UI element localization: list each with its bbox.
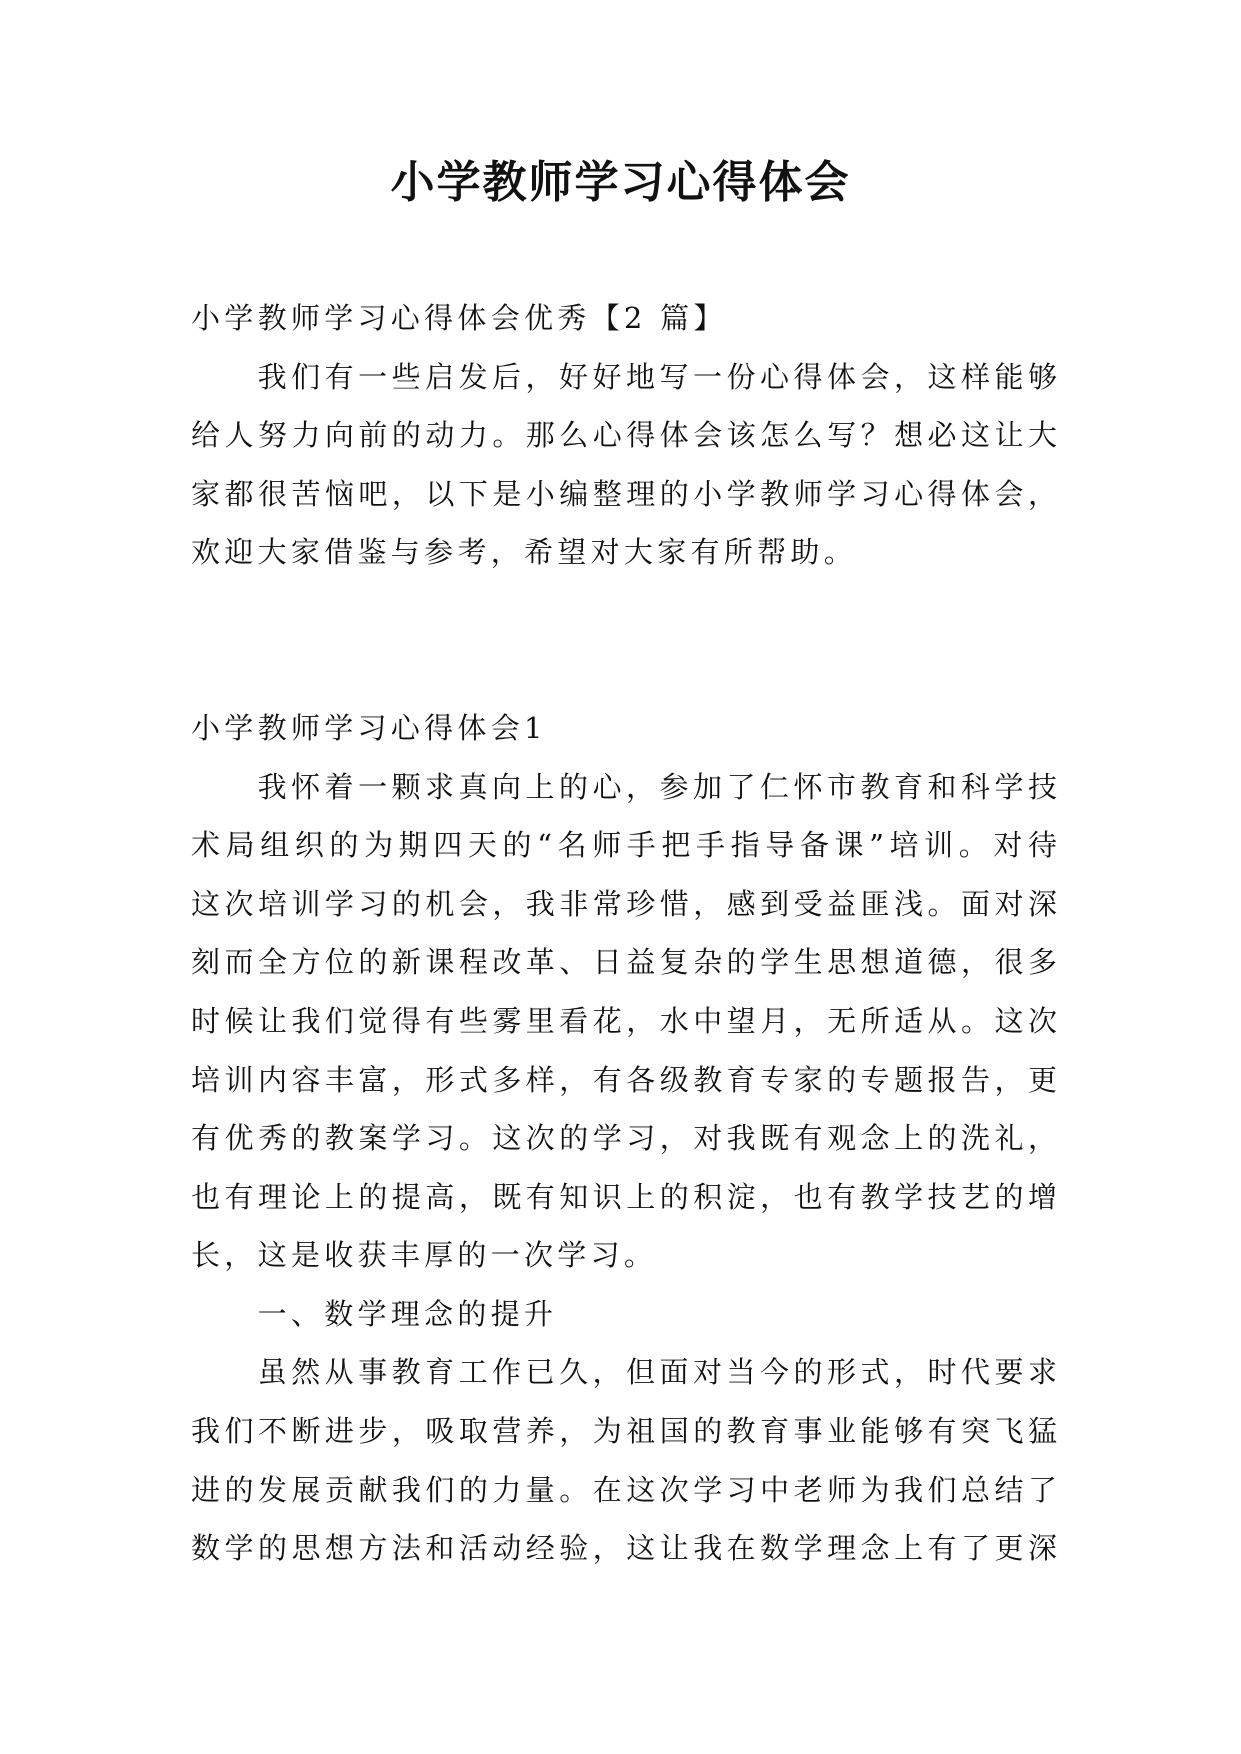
paragraph-line: 我们不断进步，吸取营养，为祖国的教育事业能够有突飞猛 [191, 1413, 1057, 1448]
paragraph-line: 欢迎大家借鉴与参考，希望对大家有所帮助。 [191, 535, 858, 570]
paragraph-line: 时候让我们觉得有些雾里看花，水中望月，无所适从。这次 [191, 1003, 1057, 1038]
paragraph-line: 刻而全方位的新课程改革、日益复杂的学生思想道德，很多 [191, 945, 1057, 980]
paragraph-line: 进的发展贡献我们的力量。在这次学习中老师为我们总结了 [191, 1472, 1057, 1507]
paragraph-line: 虽然从事教育工作已久，但面对当今的形式，时代要求 [257, 1355, 1057, 1390]
document-body [191, 289, 1057, 1578]
paragraph-line: 家都很苦恼吧，以下是小编整理的小学教师学习心得体会， [191, 476, 1057, 511]
paragraph-line: 这次培训学习的机会，我非常珍惜，感到受益匪浅。面对深 [191, 886, 1057, 921]
math-paragraph [191, 1343, 1057, 1577]
paragraph-line: 我们有一些启发后，好好地写一份心得体会，这样能够 [257, 359, 1057, 394]
essay-paragraph [191, 758, 1057, 1285]
paragraph-line: 有优秀的教案学习。这次的学习，对我既有观念上的洗礼， [191, 1121, 1057, 1156]
section-heading: 小学教师学习心得体会1 [191, 711, 547, 746]
paragraph-line: 我怀着一颗求真向上的心，参加了仁怀市教育和科学技 [257, 769, 1057, 804]
spacer [191, 640, 1057, 699]
paragraph-line: 术局组织的为期四天的“名师手把手指导备课”培训。对待 [191, 828, 1057, 863]
document-title: 小学教师学习心得体会 [390, 157, 851, 208]
paragraph-line: 培训内容丰富，形式多样，有各级教育专家的专题报告，更 [191, 1062, 1057, 1097]
paragraph-line: 数学的思想方法和活动经验，这让我在数学理念上有了更深 [191, 1531, 1057, 1566]
paragraph-line: 也有理论上的提高，既有知识上的积淀，也有教学技艺的增 [191, 1179, 1057, 1214]
intro-paragraph [191, 348, 1057, 582]
paragraph-line: 给人努力向前的动力。那么心得体会该怎么写？想必这让大 [191, 418, 1057, 453]
paragraph-line: 长，这是收获丰厚的一次学习。 [191, 1238, 658, 1273]
subheading: 一、数学理念的提升 [257, 1296, 558, 1331]
document-subtitle: 小学教师学习心得体会优秀【2 篇】 [191, 301, 727, 335]
spacer [191, 582, 1057, 641]
